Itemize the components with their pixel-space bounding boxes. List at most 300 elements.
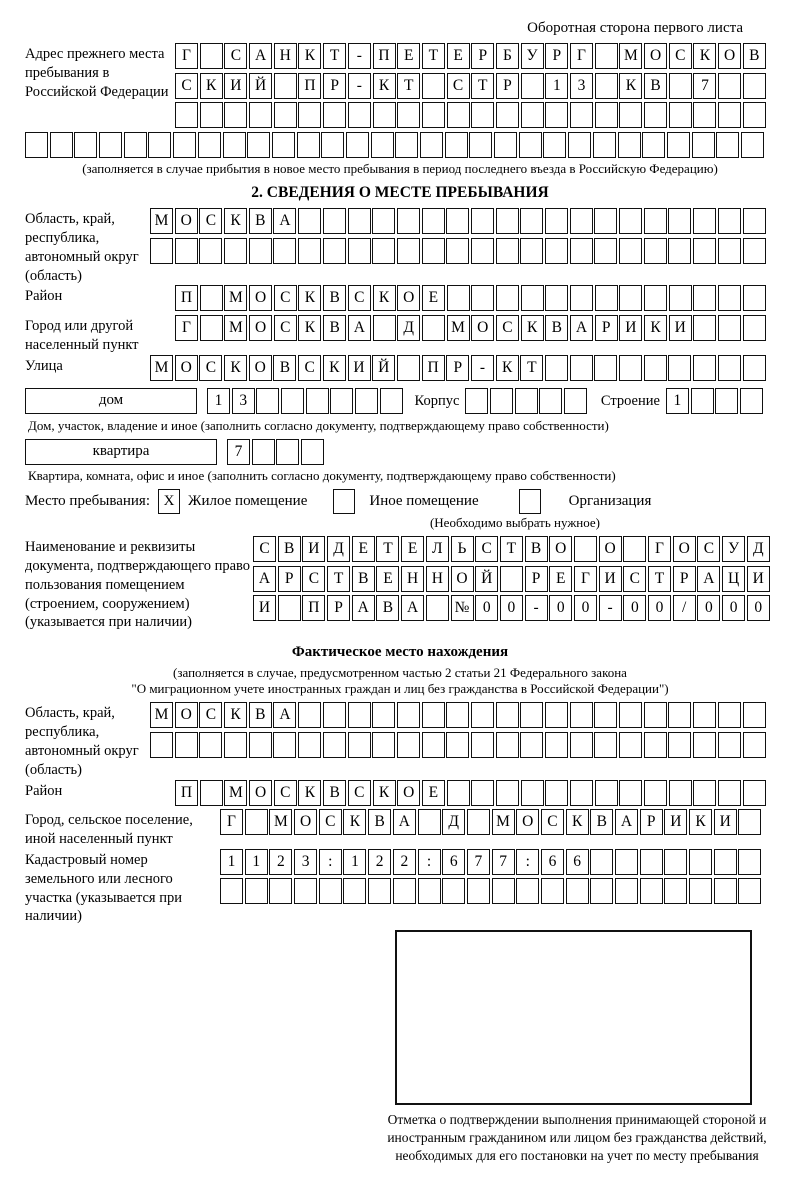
checkbox-organization[interactable] [519,489,541,514]
char-cell [570,780,593,806]
char-cell [718,355,741,381]
char-cell [200,102,223,128]
char-cell: Й [372,355,395,381]
char-cell [644,702,667,728]
cadastre-block [25,849,775,926]
actual-region-grid [150,702,767,761]
char-cell [521,285,544,311]
char-cell [467,878,490,904]
stay-type-label: Место пребывания: [25,493,150,510]
char-cell: 6 [566,849,589,875]
char-cell [278,595,301,621]
char-cell [693,102,716,128]
char-cell: Т [323,43,346,69]
char-cell [545,285,568,311]
char-cell: В [545,315,568,341]
char-cell [446,208,469,234]
char-cell [422,732,445,758]
char-cell [50,132,73,158]
house-block [25,388,775,418]
char-cell [743,73,766,99]
char-cell: 7 [227,439,250,465]
char-cell [397,702,420,728]
char-cell: В [644,73,667,99]
char-cell: А [348,315,371,341]
char-cell: Р [640,809,663,835]
char-cell [618,132,641,158]
district-label: Район [25,288,63,305]
char-cell [348,208,371,234]
char-cell [380,388,403,414]
stroenie-label: Строение [600,393,660,410]
street-label: Улица [25,357,63,374]
char-cell [689,878,712,904]
char-cell [570,702,593,728]
char-cell [743,355,766,381]
document-row-3 [253,595,771,621]
char-cell [693,315,716,341]
char-cell [298,702,321,728]
char-cell [693,702,716,728]
char-cell [515,388,538,414]
char-cell [669,102,692,128]
char-cell: Е [447,43,470,69]
char-cell: К [644,315,667,341]
page-header: Оборотная сторона первого листа [527,20,743,36]
char-cell [465,388,488,414]
char-cell: С [199,208,222,234]
char-cell: Д [747,536,770,562]
char-cell [348,102,371,128]
char-cell: А [273,208,296,234]
char-cell [691,388,714,414]
char-cell [273,732,296,758]
char-cell: К [689,809,712,835]
char-cell: С [623,566,646,592]
char-cell [716,132,739,158]
char-cell: И [619,315,642,341]
char-cell [570,238,593,264]
char-cell [298,732,321,758]
char-cell [200,780,223,806]
char-cell: О [249,355,272,381]
char-cell [198,132,221,158]
char-cell: Е [352,536,375,562]
char-cell: К [521,315,544,341]
char-cell [224,238,247,264]
char-cell: Т [500,536,523,562]
char-cell [664,849,687,875]
char-cell [743,780,766,806]
char-cell [718,73,741,99]
char-cell [343,878,366,904]
char-cell [249,102,272,128]
char-cell: Л [426,536,449,562]
char-cell: С [253,536,276,562]
char-cell [200,43,223,69]
char-cell [446,732,469,758]
char-cell: : [319,849,342,875]
char-cell [297,132,320,158]
char-cell [249,732,272,758]
char-cell [397,208,420,234]
char-cell [619,285,642,311]
char-cell [355,388,378,414]
char-cell: С [319,809,342,835]
char-cell [668,208,691,234]
char-cell [693,208,716,234]
char-cell: В [249,702,272,728]
char-cell [418,878,441,904]
char-cell [150,732,173,758]
char-cell [224,102,247,128]
char-cell [199,238,222,264]
char-cell [323,702,346,728]
char-cell [397,732,420,758]
cadastre-grid [220,849,763,908]
char-cell [500,566,523,592]
char-cell [570,355,593,381]
char-cell: 0 [549,595,572,621]
region-block [25,208,775,285]
char-cell [715,388,738,414]
char-cell: О [673,536,696,562]
char-cell [294,878,317,904]
char-cell: 2 [368,849,391,875]
char-cell: / [673,595,696,621]
char-cell: 2 [269,849,292,875]
char-cell: В [525,536,548,562]
char-cell: Т [397,73,420,99]
char-cell: - [471,355,494,381]
char-cell [447,102,470,128]
actual-region-block [25,702,775,779]
char-cell [590,849,613,875]
char-cell [570,102,593,128]
char-cell [693,780,716,806]
char-cell [644,732,667,758]
char-cell: Р [545,43,568,69]
checkbox-other-premises[interactable] [333,489,355,514]
char-cell: 7 [492,849,515,875]
city-label: Город или другой населенный пункт [25,317,139,353]
char-cell [594,355,617,381]
char-cell: К [200,73,223,99]
char-cell: С [199,702,222,728]
char-cell [446,702,469,728]
char-cell [471,238,494,264]
char-cell: - [348,73,371,99]
char-cell: О [451,566,474,592]
char-cell: К [224,355,247,381]
char-cell: С [697,536,720,562]
char-cell: Р [471,43,494,69]
char-cell [422,702,445,728]
char-cell: 1 [545,73,568,99]
char-cell [373,102,396,128]
char-cell: В [323,315,346,341]
char-cell: 0 [623,595,646,621]
char-cell [469,132,492,158]
prev-address-row-3 [175,102,768,128]
char-cell: В [249,208,272,234]
char-cell: Р [278,566,301,592]
char-cell: А [253,566,276,592]
char-cell: К [496,355,519,381]
char-cell: Н [401,566,424,592]
cadastre-label: Кадастровый номер земельного или лесного участка (указывается при наличии) [25,851,182,925]
char-cell [693,238,716,264]
char-cell [323,208,346,234]
char-cell: Т [422,43,445,69]
document-row-2 [253,566,771,592]
char-cell: О [175,355,198,381]
char-cell [99,132,122,158]
char-cell: С [274,315,297,341]
char-cell [545,102,568,128]
street-block [25,355,775,385]
checkbox-residential[interactable]: X [158,489,180,514]
char-cell [220,878,243,904]
char-cell: Д [442,809,465,835]
char-cell: О [718,43,741,69]
prev-address-block [25,43,775,132]
char-cell [566,878,589,904]
char-cell [372,208,395,234]
char-cell [200,315,223,341]
char-cell [568,132,591,158]
char-cell: 0 [475,595,498,621]
house-caption: Дом, участок, владение и иное (заполнить согласно документу, подтверждающему право собственности) [28,417,609,433]
char-cell [298,102,321,128]
char-cell: Ц [722,566,745,592]
char-cell: М [269,809,292,835]
char-cell [426,595,449,621]
char-cell: П [302,595,325,621]
char-cell [718,208,741,234]
char-cell: М [150,355,173,381]
actual-city-block [25,809,775,849]
char-cell [418,809,441,835]
char-cell: С [447,73,470,99]
stay-type-row [25,489,775,514]
char-cell: 0 [574,595,597,621]
char-cell: А [401,595,424,621]
city-row [175,315,768,341]
char-cell [397,355,420,381]
char-cell: И [747,566,770,592]
char-cell [150,238,173,264]
char-cell [743,208,766,234]
char-cell: М [619,43,642,69]
char-cell [689,849,712,875]
char-cell [496,238,519,264]
char-cell: Т [471,73,494,99]
char-cell: Т [376,536,399,562]
char-cell: К [298,780,321,806]
char-cell: 1 [207,388,230,414]
stay-type-caption: (Необходимо выбрать нужное) [429,515,601,531]
char-cell: Г [570,43,593,69]
char-cell [467,809,490,835]
char-cell: Е [376,566,399,592]
char-cell [373,315,396,341]
char-cell [669,73,692,99]
char-cell [200,285,223,311]
char-cell [422,315,445,341]
char-cell: 3 [232,388,255,414]
char-cell: 0 [722,595,745,621]
char-cell: № [451,595,474,621]
char-cell [668,732,691,758]
char-cell [330,388,353,414]
apartment-caption: Квартира, комната, офис и иное (заполнить согласно документу, подтверждающему право собственности) [28,468,616,484]
char-cell: Г [648,536,671,562]
char-cell: О [516,809,539,835]
char-cell [545,238,568,264]
char-cell: А [697,566,720,592]
char-cell [619,238,642,264]
char-cell: К [298,285,321,311]
char-cell [372,702,395,728]
char-cell: О [249,285,272,311]
char-cell [372,238,395,264]
char-cell: С [669,43,692,69]
char-cell: 7 [693,73,716,99]
char-cell: С [475,536,498,562]
char-cell [738,849,761,875]
prev-address-caption: (заполняется в случае прибытия в новое место пребывания в период последнего въезда в Российскую Федерацию) [82,161,718,176]
char-cell [619,208,642,234]
char-cell: И [253,595,276,621]
char-cell: К [693,43,716,69]
char-cell: 0 [747,595,770,621]
document-label: Наименование и реквизиты документа, подтверждающего право пользования помещением (строением, сооружением) (указывается при наличии) [25,539,251,631]
actual-district-row [175,780,768,806]
char-cell [496,102,519,128]
char-cell: В [743,43,766,69]
stamp-note: Отметка о подтверждении выполнения принимающей стороной и иностранным гражданином или лицом без гражданства действий, необходимых для его постановки на учет по месту пребывания [387,1112,767,1163]
actual-district-label: Район [25,782,63,799]
char-cell [420,132,443,158]
stamp-box [395,930,752,1105]
char-cell: К [323,355,346,381]
char-cell: И [669,315,692,341]
char-cell [175,102,198,128]
char-cell [520,238,543,264]
char-cell [570,285,593,311]
char-cell [741,132,764,158]
char-cell [247,132,270,158]
char-cell: 1 [666,388,689,414]
char-cell [521,102,544,128]
actual-location-caption-1: (заполняется в случае, предусмотренном частью 2 статьи 21 Федерального закона [173,665,627,681]
char-cell [619,702,642,728]
char-cell [348,732,371,758]
char-cell [319,878,342,904]
char-cell: О [397,780,420,806]
char-cell: А [273,702,296,728]
char-cell [422,238,445,264]
char-cell: С [348,285,371,311]
char-cell: О [471,315,494,341]
char-cell [471,285,494,311]
district-block [25,285,775,315]
char-cell: Р [446,355,469,381]
char-cell [718,732,741,758]
char-cell [397,102,420,128]
char-cell: Г [175,43,198,69]
char-cell [321,132,344,158]
char-cell: Р [327,595,350,621]
char-cell: О [549,536,572,562]
region-row-2 [150,238,767,264]
char-cell [245,878,268,904]
char-cell [521,73,544,99]
char-cell [252,439,275,465]
char-cell [447,780,470,806]
char-cell [323,238,346,264]
char-cell [519,132,542,158]
char-cell: Е [401,536,424,562]
char-cell [516,878,539,904]
char-cell: П [175,285,198,311]
char-cell: Г [220,809,243,835]
char-cell [323,732,346,758]
char-cell [615,849,638,875]
char-cell: 0 [697,595,720,621]
char-cell: 0 [648,595,671,621]
char-cell [471,702,494,728]
char-cell [619,780,642,806]
char-cell [371,132,394,158]
char-cell: В [278,536,301,562]
char-cell: С [302,566,325,592]
char-cell: Т [648,566,671,592]
char-cell [446,238,469,264]
char-cell: В [368,809,391,835]
apartment-block [25,439,775,469]
char-cell: : [418,849,441,875]
char-cell: А [570,315,593,341]
char-cell [348,238,371,264]
char-cell [668,238,691,264]
char-cell: 6 [442,849,465,875]
char-cell [521,780,544,806]
char-cell [490,388,513,414]
char-cell [496,732,519,758]
char-cell [281,388,304,414]
char-cell [615,878,638,904]
char-cell [494,132,517,158]
region-label: Область, край, республика, автономный округ (область) [25,211,139,284]
actual-city-row [220,809,763,835]
char-cell: М [150,702,173,728]
char-cell: 0 [500,595,523,621]
char-cell [471,208,494,234]
char-cell [447,285,470,311]
actual-region-row-2 [150,732,767,758]
char-cell: И [599,566,622,592]
char-cell: О [599,536,622,562]
char-cell [640,849,663,875]
char-cell: В [323,285,346,311]
char-cell [644,208,667,234]
char-cell: 3 [570,73,593,99]
char-cell: М [447,315,470,341]
char-cell: К [298,43,321,69]
char-cell: А [249,43,272,69]
